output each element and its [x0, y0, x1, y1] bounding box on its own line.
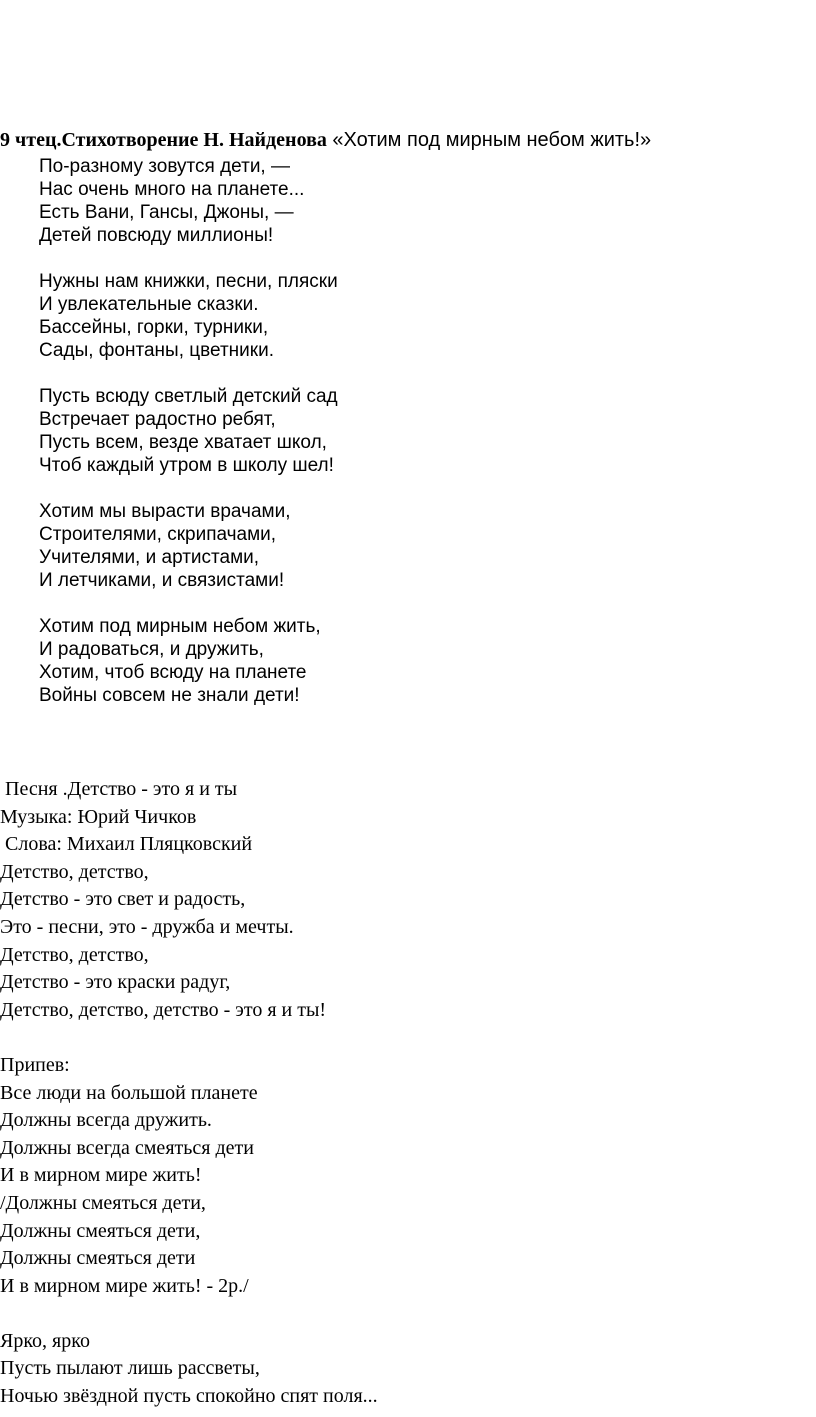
song-line: Должны смеяться дети [0, 1247, 196, 1270]
poem-line: Войны совсем не знали дети! [39, 685, 300, 706]
poem-line: Детей повсюду миллионы! [39, 225, 274, 246]
poem-heading-title: «Хотим под мирным небом жить!» [326, 129, 652, 151]
poem-line: Хотим, чтоб всюду на планете [39, 662, 307, 683]
song-line: Пусть пылают лишь рассветы, [0, 1357, 260, 1380]
song-line: Ярко, ярко [0, 1329, 90, 1352]
poem-line: Есть Вани, Гансы, Джоны, — [39, 202, 294, 223]
poem-line: Учителями, и артистами, [39, 547, 260, 568]
poem-line: Сады, фонтаны, цветники. [39, 340, 274, 361]
poem-stanza [39, 615, 338, 707]
song-line: Детство, детство, детство - это я и ты! [0, 998, 327, 1021]
song-line: И в мирном мире жить! - 2р./ [0, 1274, 249, 1297]
song-line: Песня .Детство - это я и ты [0, 778, 238, 800]
poem-line: Хотим под мирным небом жить, [39, 616, 321, 637]
poem-line: Строителями, скрипачами, [39, 524, 277, 545]
poem-line: Пусть всем, везде хватает школ, [39, 432, 327, 453]
poem-line: По-разному зовутся дети, — [39, 156, 290, 177]
song-line: И в мирном мире жить! [0, 1164, 202, 1187]
song-body [0, 776, 378, 1411]
poem-stanza [39, 500, 338, 592]
song-line: Должны всегда дружить. [0, 1109, 212, 1132]
poem-line: Пусть всюду светлый детский сад [39, 386, 338, 407]
song-line: Все люди на большой планете [0, 1081, 258, 1104]
song-line: Припев: [0, 1053, 70, 1076]
poem-line: И летчиками, и связистами! [39, 570, 285, 591]
poem-heading [0, 127, 651, 155]
poem-stanza [39, 385, 338, 477]
poem-body [39, 155, 338, 730]
poem-line: Хотим мы вырасти врачами, [39, 501, 291, 522]
poem-stanza [39, 155, 338, 247]
song-line: Детство - это краски радуг, [0, 971, 231, 994]
poem-line: И увлекательные сказки. [39, 294, 259, 315]
poem-line: Встречает радостно ребят, [39, 409, 276, 430]
song-line: /Должны смеяться дети, [0, 1191, 206, 1214]
song-line: Детство, детство, [0, 943, 149, 966]
song-line: Музыка: Юрий Чичков [0, 805, 197, 828]
song-line: Это - песни, это - дружба и мечты. [0, 915, 294, 938]
song-line: Детство - это свет и радость, [0, 888, 246, 911]
poem-heading-author: 9 чтец.Стихотворение Н. Найденова [0, 129, 327, 151]
song-line: Должны смеяться дети, [0, 1219, 201, 1242]
poem-stanza [39, 270, 338, 362]
blank-line [0, 1024, 378, 1052]
poem-line: И радоваться, и дружить, [39, 639, 264, 660]
song-line: Ночью звёздной пусть спокойно спят поля... [0, 1385, 378, 1408]
poem-line: Нас очень много на планете... [39, 179, 305, 200]
song-line: Должны всегда смеяться дети [0, 1136, 254, 1159]
song-line: Детство, детство, [0, 860, 149, 883]
poem-line: Бассейны, горки, турники, [39, 317, 269, 338]
song-line: Слова: Михаил Пляцковский [0, 833, 253, 856]
poem-line: Чтоб каждый утром в школу шел! [39, 455, 334, 476]
poem-line: Нужны нам книжки, песни, пляски [39, 271, 338, 292]
blank-line [0, 1300, 378, 1328]
